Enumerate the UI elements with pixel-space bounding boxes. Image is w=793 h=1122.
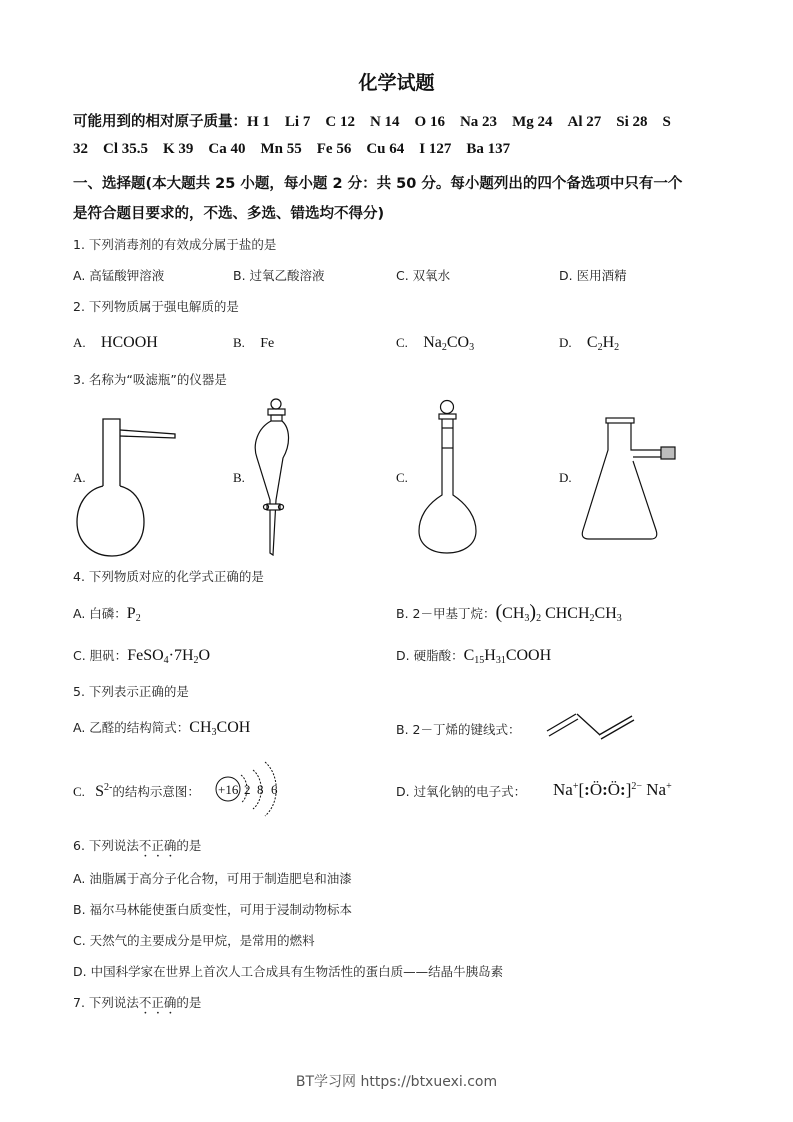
question-5-option-a: A. 乙醛的结构简式：$CH_3COH$ bbox=[73, 719, 251, 738]
question-4-option-d: D. 硬脂酸：$C_{15}H_{31}COOH$ bbox=[396, 647, 552, 666]
atomic-mass-entry: Al 27 bbox=[567, 114, 602, 130]
atomic-mass-entry: Mg 24 bbox=[512, 114, 553, 130]
atomic-mass-entry: Li 7 bbox=[284, 114, 311, 130]
atomic-mass-entry: Na 23 bbox=[459, 114, 498, 130]
question-6-option-b: B. 福尔马林能使蛋白质变性，可用于浸制动物标本 bbox=[73, 902, 353, 917]
page-title: 化学试题 bbox=[358, 72, 435, 94]
emphasis-text: 不正确 bbox=[138, 838, 177, 853]
formula-c15h31cooh: $C_{15}H_{31}COOH$ bbox=[463, 647, 552, 666]
section-header-line-1: 一、选择题(本大题共 25 小题，每小题 2 分：共 50 分。每小题列出的四个备选项中只有一个 bbox=[73, 176, 683, 192]
atomic-masses-label: 可能用到的相对原子质量： bbox=[73, 114, 247, 130]
question-6-option-d: D. 中国科学家在世界上首次人工合成具有生物活性的蛋白质——结晶牛胰岛素 bbox=[73, 964, 504, 979]
question-2-stem: 2. 下列物质属于强电解质的是 bbox=[73, 299, 239, 314]
atomic-mass-entry: H 1 bbox=[247, 114, 270, 130]
question-5-option-c: C. $S^{2-}$的结构示意图： bbox=[73, 782, 200, 800]
question-3-label-a: A. bbox=[73, 470, 86, 485]
question-1-option-b: B. 过氧乙酸溶液 bbox=[233, 268, 325, 283]
shell-2-electrons: 8 bbox=[257, 782, 264, 797]
formula-ch3coh: $CH_3COH$ bbox=[189, 719, 251, 738]
atomic-mass-entry: C 12 bbox=[325, 114, 355, 130]
question-5-stem: 5. 下列表示正确的是 bbox=[73, 684, 189, 699]
question-6-option-a: A. 油脂属于高分子化合物，可用于制造肥皂和油漆 bbox=[73, 871, 352, 886]
formula-feso4-7h2o: $FeSO_4\cdot 7H_2O$ bbox=[127, 647, 211, 666]
question-1-option-c: C. 双氧水 bbox=[396, 268, 451, 283]
question-3-stem: 3. 名称为“吸滤瓶”的仪器是 bbox=[73, 372, 227, 387]
atomic-mass-entry: Si 28 bbox=[616, 114, 648, 130]
question-5-option-b: B. 2－丁烯的键线式： bbox=[396, 722, 521, 737]
question-2-option-b: B. Fe bbox=[233, 335, 275, 351]
question-2-option-c: C. $Na_2CO_3$ bbox=[396, 334, 475, 353]
ion-s2-minus: $S^{2-}$ bbox=[95, 782, 113, 800]
formula-na2co3: $Na_2CO_3$ bbox=[423, 334, 475, 353]
question-4-stem: 4. 下列物质对应的化学式正确的是 bbox=[73, 569, 264, 584]
question-7-stem: 7. 下列说法不正确的是 bbox=[73, 995, 202, 1010]
question-1-stem: 1. 下列消毒剂的有效成分属于盐的是 bbox=[73, 237, 277, 252]
atomic-mass-entry: N 14 bbox=[369, 114, 400, 130]
formula-c2h2: $C_2H_2$ bbox=[586, 334, 620, 353]
question-4-option-a: A. 白磷：$P_2$ bbox=[73, 605, 141, 624]
question-2-option-a: A. HCOOH bbox=[73, 334, 158, 351]
shell-1-electrons: 2 bbox=[244, 782, 251, 797]
atomic-mass-entry: Fe 56 bbox=[316, 141, 352, 157]
question-2-option-d: D. $C_2H_2$ bbox=[559, 334, 620, 353]
formula-2-methylbutane: $(CH_3)_2$ $CHCH_2CH_3$ bbox=[495, 601, 622, 624]
atomic-mass-entry: Ca 40 bbox=[208, 141, 246, 157]
question-6-stem: 6. 下列说法不正确的是 bbox=[73, 838, 202, 853]
question-4-option-b: B. 2－甲基丁烷：$(CH_3)_2$ $CHCH_2CH_3$ bbox=[396, 601, 622, 624]
atomic-mass-entry: K 39 bbox=[163, 141, 194, 157]
electron-formula-na2o2: Na+[:Ö:Ö:]$^{2-}$ Na+ bbox=[553, 780, 672, 799]
nucleus-charge: +16 bbox=[218, 782, 239, 797]
formula-p2: $P_2$ bbox=[126, 605, 141, 624]
atomic-mass-entry: O 16 bbox=[414, 114, 445, 130]
atomic-mass-entry: S bbox=[662, 114, 671, 130]
atomic-mass-entry: Ba 137 bbox=[466, 141, 511, 157]
question-3-label-b: B. bbox=[233, 470, 245, 485]
question-6-option-c: C. 天然气的主要成分是甲烷，是常用的燃料 bbox=[73, 933, 315, 948]
question-3-label-d: D. bbox=[559, 470, 572, 485]
atomic-mass-entry: Mn 55 bbox=[260, 141, 302, 157]
atomic-mass-entry: I 127 bbox=[419, 141, 452, 157]
question-1-option-a: A. 高锰酸钾溶液 bbox=[73, 268, 165, 283]
footer-watermark[interactable]: BT学习网 https://btxuexi.com bbox=[295, 1074, 498, 1090]
atomic-mass-entry: 32 bbox=[73, 141, 88, 157]
question-1-option-d: D. 医用酒精 bbox=[559, 268, 627, 283]
atomic-mass-entry: Cl 35.5 bbox=[103, 141, 148, 157]
section-header-line-2: 是符合题目要求的，不选、多选、错选均不得分) bbox=[73, 206, 385, 222]
emphasis-text: 不正确 bbox=[138, 995, 177, 1010]
shell-3-electrons: 6 bbox=[271, 782, 278, 797]
question-3-label-c: C. bbox=[396, 470, 408, 485]
question-4-option-c: C. 胆矾：$FeSO_4\cdot 7H_2O$ bbox=[73, 647, 211, 666]
atomic-mass-entry: Cu 64 bbox=[366, 141, 405, 157]
question-5-option-d: D. 过氧化钠的电子式： bbox=[396, 784, 527, 799]
formula-hcooh: HCOOH bbox=[100, 334, 158, 351]
formula-fe: Fe bbox=[260, 336, 275, 351]
